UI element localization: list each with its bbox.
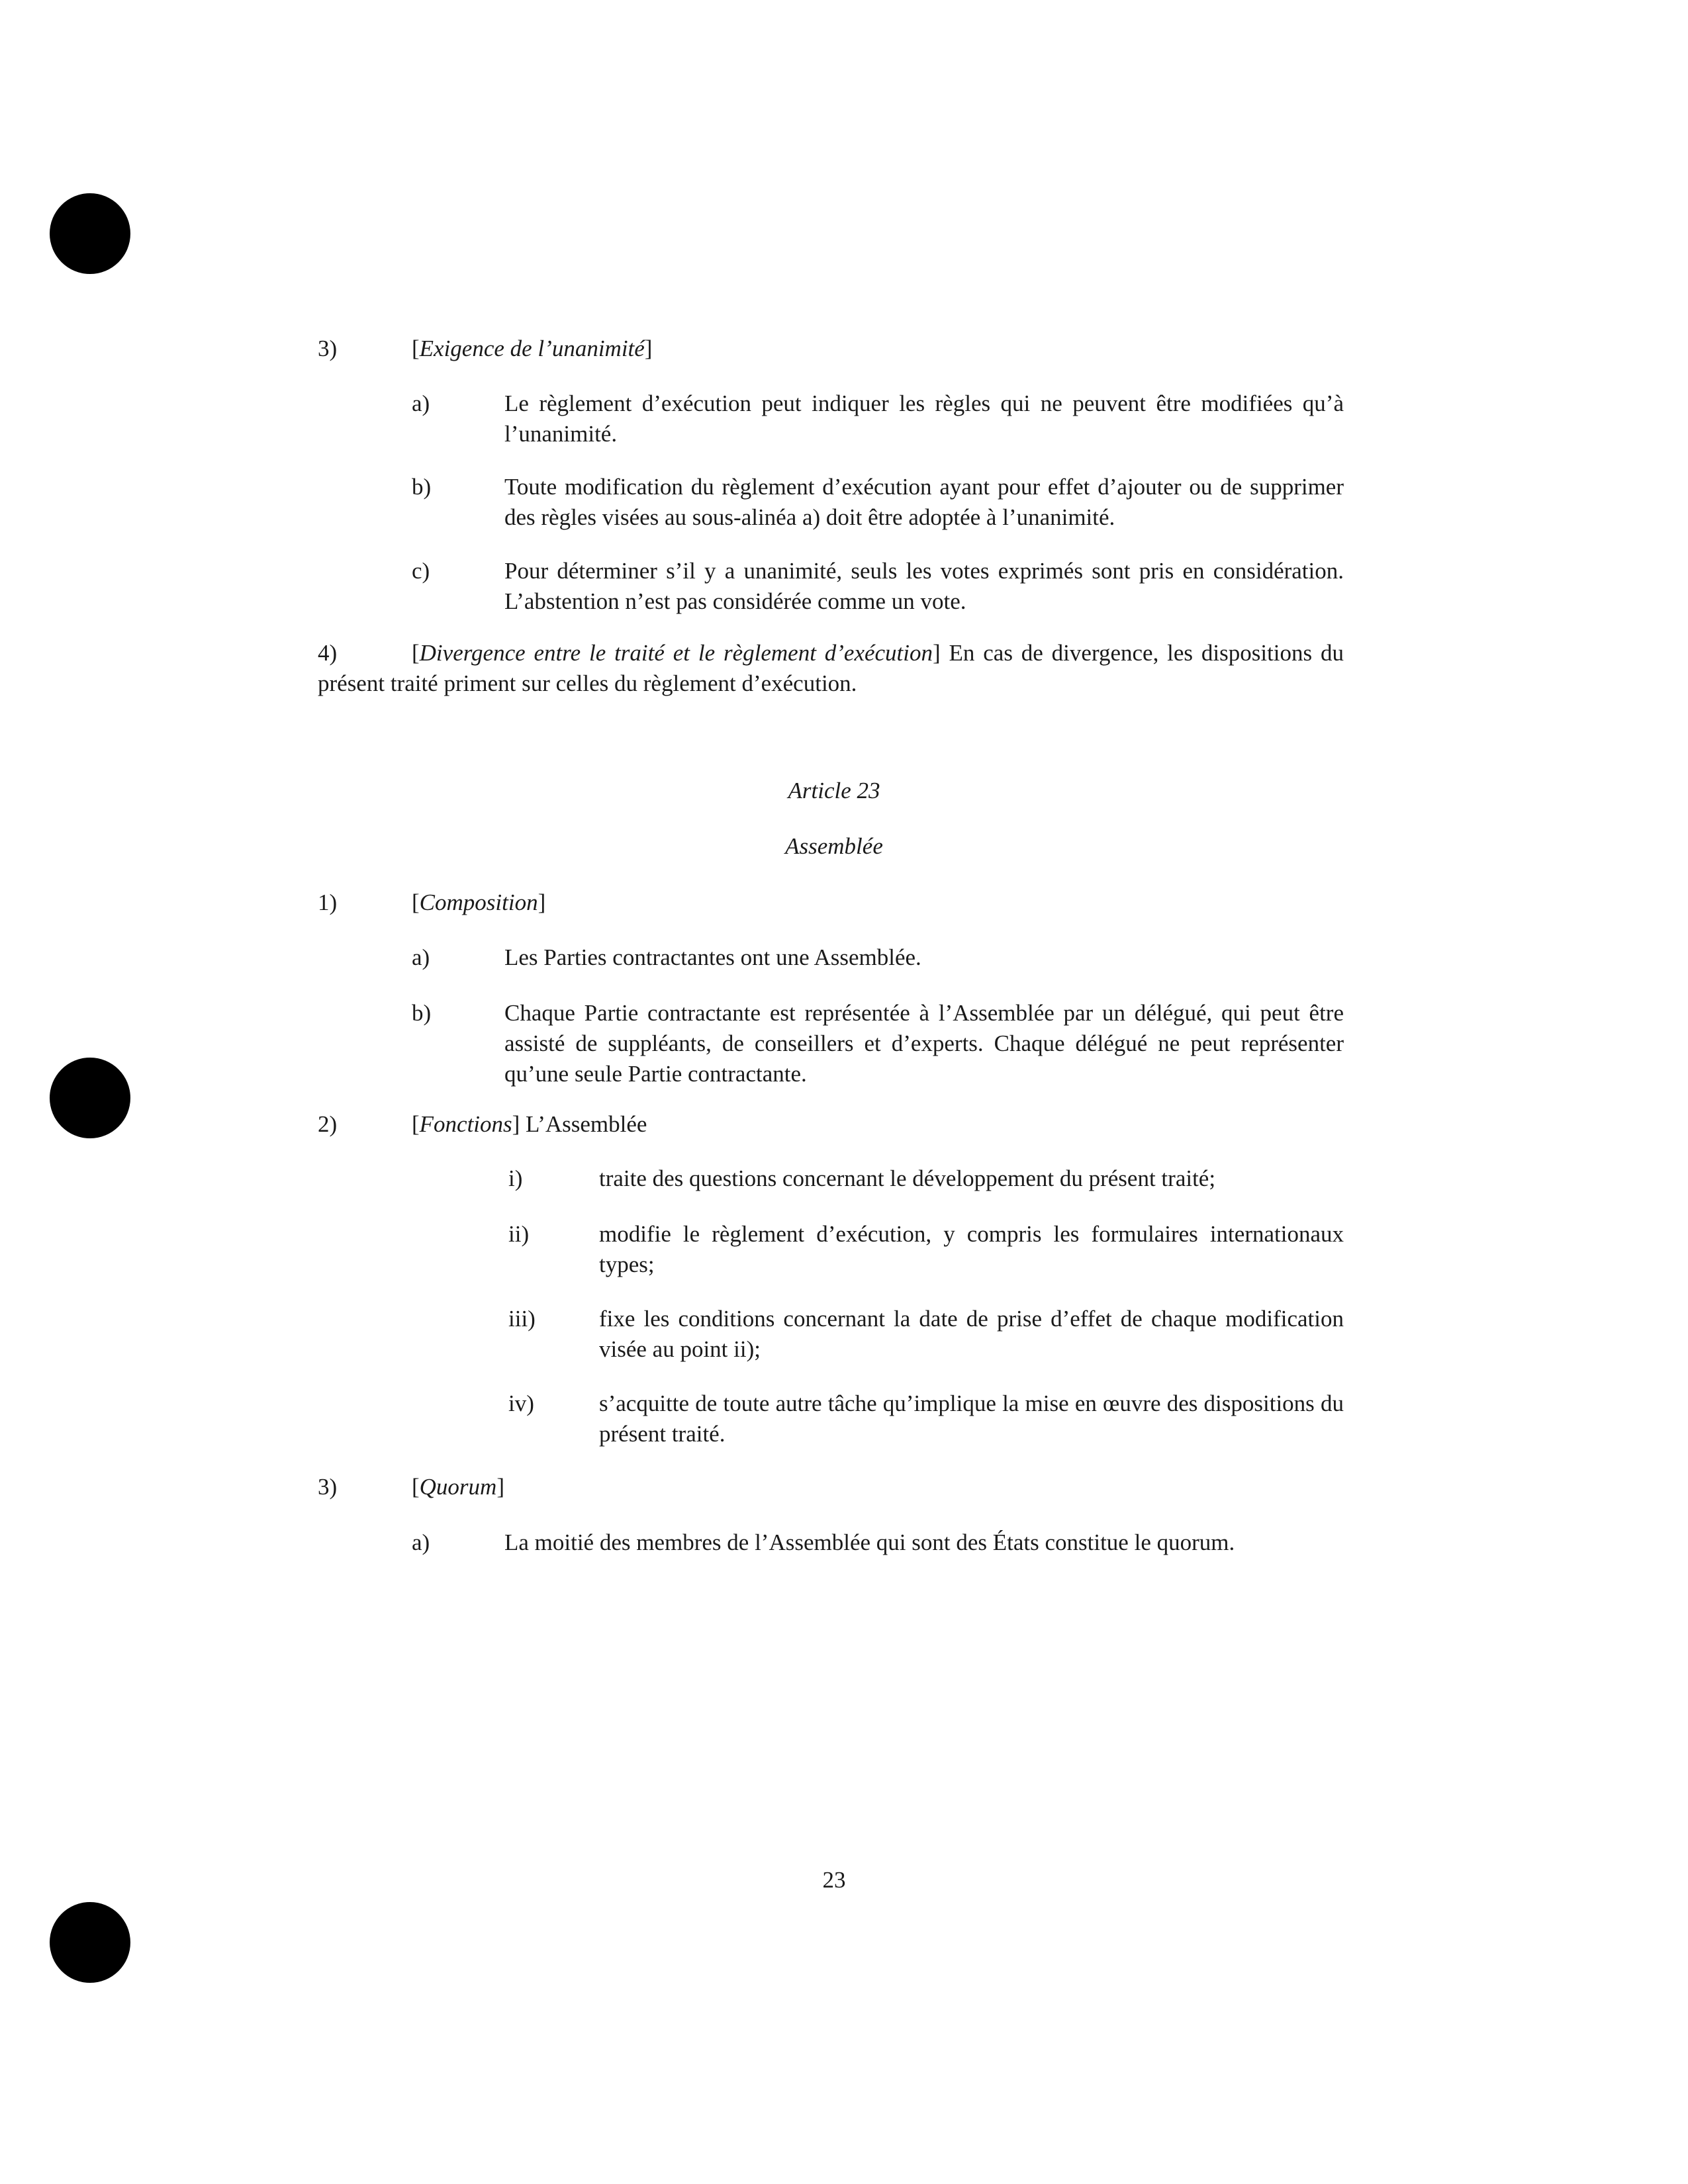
page-number: 23 — [822, 1867, 846, 1893]
item-letter: c) — [412, 558, 430, 584]
paragraph-number: 3) — [318, 336, 338, 361]
heading-text: Fonctions — [419, 1111, 512, 1137]
item-text: Les Parties contractantes ont une Assemblée. — [504, 944, 921, 970]
punch-hole-middle — [50, 1058, 130, 1138]
punch-hole-bottom — [50, 1902, 130, 1983]
item-roman: i) — [508, 1165, 523, 1191]
paragraph-4: 4) [Divergence entre le traité et le règlement d’exécution] En cas de divergence, les dispositions du présent traité priment sur celles du règlement d’exécution. — [318, 638, 1344, 699]
item-letter: a) — [412, 1529, 430, 1555]
item-text: fixe les conditions concernant la date de prise d’effet de chaque modification visée au point ii); — [599, 1306, 1344, 1362]
paragraph-number: 2) — [318, 1111, 338, 1137]
item-letter: b) — [412, 474, 432, 500]
paragraph-intro: L’Assemblée — [526, 1111, 647, 1137]
item-text: La moitié des membres de l’Assemblée qui sont des États constitue le quorum. — [504, 1529, 1235, 1555]
paragraph-text: En cas de divergence, les dispositions du présent traité priment sur celles du règlement d’exécution. — [318, 640, 1344, 696]
punch-hole-top — [50, 193, 130, 274]
heading-text: Quorum — [419, 1474, 497, 1500]
paragraph-number: 3) — [318, 1474, 338, 1500]
paragraph-heading: [Exigence de l’unanimité] — [412, 336, 653, 361]
heading-text: Exigence de l’unanimité — [419, 336, 645, 361]
heading-text: Composition — [419, 889, 538, 915]
item-text: Pour déterminer s’il y a unanimité, seuls les votes exprimés sont pris en considération. L’abstention n’est pas considérée comme un vote. — [504, 558, 1344, 614]
item-text: s’acquitte de toute autre tâche qu’implique la mise en œuvre des dispositions du présent traité. — [599, 1390, 1344, 1447]
item-text: modifie le règlement d’exécution, y compris les formulaires internationaux types; — [599, 1221, 1344, 1277]
paragraph-number: 1) — [318, 889, 338, 915]
item-text: Chaque Partie contractante est représentée à l’Assemblée par un délégué, qui peut être assisté de suppléants, de conseillers et d’experts. Chaque délégué ne peut représenter qu’une seule Partie contractante. — [504, 1000, 1344, 1087]
item-letter: b) — [412, 1000, 432, 1026]
paragraph-heading: [Composition] — [412, 889, 546, 915]
item-text: Le règlement d’exécution peut indiquer les règles qui ne peuvent être modifiées qu’à l’unanimité. — [504, 390, 1344, 447]
paragraph-heading: [Quorum] — [412, 1474, 504, 1500]
item-letter: a) — [412, 944, 430, 970]
item-roman: ii) — [508, 1221, 530, 1247]
paragraph-number: 4) — [318, 640, 338, 666]
article-title: Article 23 — [788, 778, 880, 803]
item-letter: a) — [412, 390, 430, 416]
paragraph-heading: [Fonctions] L’Assemblée — [412, 1111, 647, 1137]
item-roman: iv) — [508, 1390, 534, 1416]
heading-text: Divergence entre le traité et le règlement d’exécution — [419, 640, 933, 666]
item-text: Toute modification du règlement d’exécution ayant pour effet d’ajouter ou de supprimer des règles visées au sous-alinéa a) doit être adoptée à l’unanimité. — [504, 474, 1344, 530]
article-subtitle: Assemblée — [785, 833, 883, 859]
item-roman: iii) — [508, 1306, 536, 1332]
item-text: traite des questions concernant le développement du présent traité; — [599, 1165, 1216, 1191]
